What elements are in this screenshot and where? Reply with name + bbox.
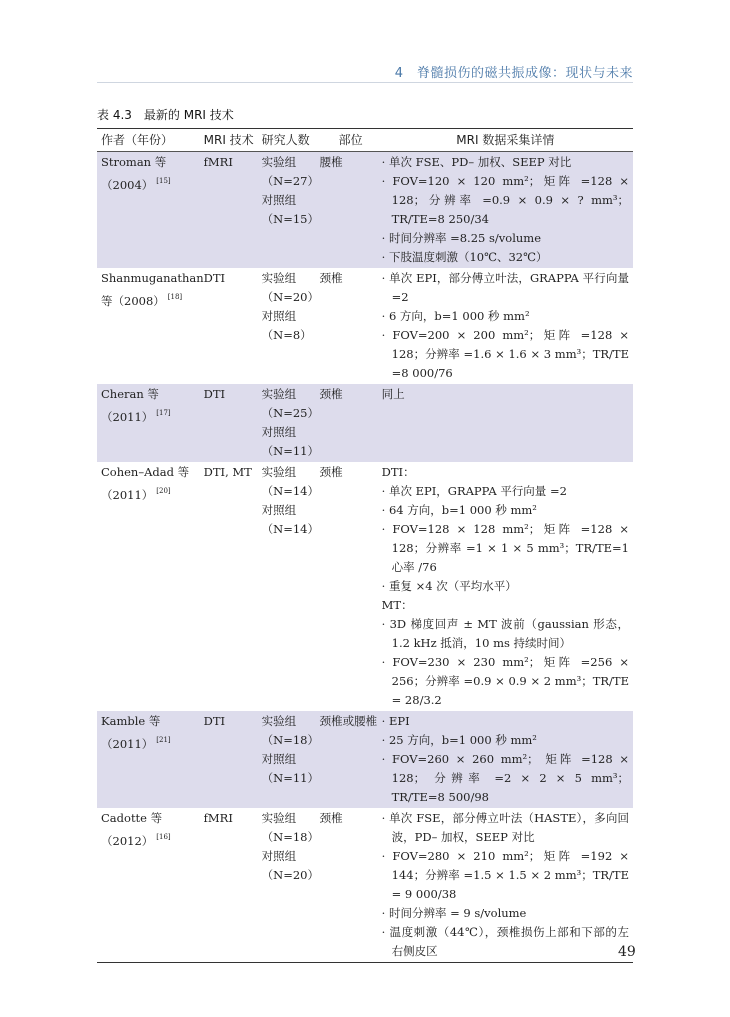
author-cell [97, 152, 204, 269]
table-row [97, 152, 633, 269]
col-subjects: 研究人数 [262, 129, 320, 152]
detail-line: · 单次 FSE，部分傅立叶法（HASTE），多向回波，PD– 加权，SEEP 对比 [381, 811, 629, 844]
detail-line: · 时间分辨率 =8.25 s/volume [381, 231, 541, 245]
detail-line: · EPI [381, 714, 410, 728]
group-exp: 实验组 [261, 811, 297, 825]
table-title: 最新的 MRI 技术 [143, 108, 234, 122]
detail-line: · 3D 梯度回声 ± MT 波前（gaussian 形态，1.2 kHz 抵消，10 ms 持续时间） [381, 617, 629, 650]
author-text: Cheran 等（2011） [101, 387, 159, 424]
group-exp: 实验组 [261, 465, 297, 479]
group-exp-n: （N=18） [261, 733, 319, 747]
detail-line: · 单次 EPI，GRAPPA 平行向量 =2 [381, 484, 567, 498]
author-cell [97, 711, 204, 808]
group-ctl-n: （N=11） [261, 444, 319, 458]
detail-line: · 64 方向，b=1 000 秒 mm² [381, 503, 537, 517]
group-ctl-n: （N=14） [261, 522, 319, 536]
author-cell [97, 808, 204, 963]
citation: [16] [156, 833, 171, 841]
detail-line: MT： [381, 598, 413, 612]
table-label: 表 4.3 [97, 108, 132, 122]
author-text: Stroman 等（2004） [101, 155, 167, 192]
col-tech: MRI 技术 [204, 129, 262, 152]
detail-line: · 单次 EPI，部分傅立叶法，GRAPPA 平行向量 =2 [381, 271, 629, 304]
citation: [21] [156, 736, 171, 744]
group-exp-n: （N=14） [261, 484, 319, 498]
site-cell: 腰椎 [320, 152, 382, 269]
subjects-cell [262, 384, 320, 462]
group-exp: 实验组 [261, 271, 297, 285]
site-cell: 颈椎或腰椎 [320, 711, 382, 808]
group-ctl: 对照组 [261, 752, 297, 766]
details-cell [382, 462, 633, 711]
details-cell [382, 808, 633, 963]
group-exp: 实验组 [261, 714, 297, 728]
group-exp-n: （N=20） [261, 290, 319, 304]
detail-line: · FOV=128 × 128 mm²；矩阵 =128 × 128；分辨率 =1 × 1 × 5 mm³；TR/TE=1 心率 /76 [381, 522, 629, 574]
table-row [97, 268, 633, 384]
details-cell [382, 152, 633, 269]
col-author: 作者（年份） [97, 129, 204, 152]
table-caption [97, 106, 234, 123]
detail-line: DTI： [381, 465, 415, 479]
detail-line: · FOV=280 × 210 mm²；矩阵 =192 × 144；分辨率 =1.5 × 1.5 × 2 mm³；TR/TE = 9 000/38 [381, 849, 629, 901]
author-cell [97, 384, 204, 462]
tech-cell: DTI [203, 271, 226, 285]
group-exp-n: （N=27） [261, 174, 319, 188]
group-ctl-n: （N=20） [261, 868, 319, 882]
detail-line: · 时间分辨率 = 9 s/volume [381, 906, 527, 920]
site-cell: 颈椎 [319, 271, 343, 285]
site-cell: 颈椎 [319, 465, 343, 479]
detail-line: · 25 方向，b=1 000 秒 mm² [381, 733, 537, 747]
subjects-cell [262, 268, 320, 384]
citation: [18] [167, 293, 183, 301]
author-text: Cadotte 等（2012） [101, 811, 163, 848]
group-ctl-n: （N=15） [261, 212, 319, 226]
group-exp-n: （N=25） [261, 406, 319, 420]
page-number: 49 [618, 944, 636, 960]
author-cell [97, 462, 204, 711]
detail-line: · FOV=230 × 230 mm²；矩阵 =256 × 256；分辨率 =0.9 × 0.9 × 2 mm³；TR/TE = 28/3.2 [381, 655, 629, 707]
table-header-row [97, 129, 633, 152]
author-text: Kamble 等（2011） [101, 714, 161, 751]
header-rule [97, 82, 633, 83]
table-row [97, 462, 633, 711]
group-ctl-n: （N=11） [261, 771, 319, 785]
citation: [17] [156, 409, 171, 417]
detail-line: · 重复 ×4 次（平均水平） [381, 579, 517, 593]
detail-line: · FOV=120 × 120 mm²；矩阵 =128 × 128；分辨率 =0.9 × 0.9 × ? mm³；TR/TE=8 250/34 [381, 174, 629, 226]
group-exp-n: （N=18） [261, 830, 319, 844]
tech-cell: fMRI [204, 152, 262, 269]
group-ctl: 对照组 [261, 503, 297, 517]
table-row [97, 711, 633, 808]
col-site: 部位 [320, 129, 382, 152]
subjects-cell [262, 462, 320, 711]
mri-techniques-table [97, 128, 633, 963]
author-text: Shanmuganathan 等（2008） [101, 271, 204, 308]
details-cell [382, 384, 633, 462]
citation: [15] [156, 177, 171, 185]
tech-cell: DTI [204, 711, 262, 808]
subjects-cell [262, 711, 320, 808]
col-details: MRI 数据采集详情 [382, 129, 633, 152]
site-cell: 颈椎 [320, 384, 382, 462]
details-cell [382, 268, 633, 384]
table-row [97, 808, 633, 963]
citation: [20] [156, 487, 171, 495]
detail-line: · 温度刺激（44℃），颈椎损伤上部和下部的左右侧皮区 [381, 925, 629, 958]
tech-cell: fMRI [204, 808, 262, 963]
subjects-cell [262, 808, 320, 963]
detail-line: · 单次 FSE、PD– 加权、SEEP 对比 [381, 155, 572, 169]
table-row [97, 384, 633, 462]
detail-line: · 下肢温度刺激（10℃、32℃） [381, 250, 548, 264]
tech-cell: DTI [204, 384, 262, 462]
running-header: 4 脊髓损伤的磁共振成像：现状与未来 [394, 66, 633, 81]
detail-line: · FOV=200 × 200 mm²；矩阵 =128 × 128；分辨率 =1.6 × 1.6 × 3 mm³；TR/TE =8 000/76 [381, 328, 629, 380]
details-cell [382, 711, 633, 808]
group-ctl: 对照组 [261, 425, 297, 439]
author-cell [97, 268, 204, 384]
author-text: Cohen–Adad 等（2011） [101, 465, 190, 502]
detail-line: · 6 方向，b=1 000 秒 mm² [381, 309, 530, 323]
group-exp: 实验组 [261, 387, 297, 401]
detail-line: · FOV=260 × 260 mm²； 矩阵 =128 × 128； 分辨率 =2 × 2 × 5 mm³； TR/TE=8 500/98 [381, 752, 629, 804]
tech-cell: DTI, MT [203, 465, 252, 479]
detail-line: 同上 [381, 387, 405, 401]
subjects-cell [262, 152, 320, 269]
group-ctl: 对照组 [261, 309, 297, 323]
group-ctl: 对照组 [261, 193, 297, 207]
site-cell: 颈椎 [320, 808, 382, 963]
group-exp: 实验组 [261, 155, 297, 169]
group-ctl: 对照组 [261, 849, 297, 863]
group-ctl-n: （N=8） [261, 328, 312, 342]
